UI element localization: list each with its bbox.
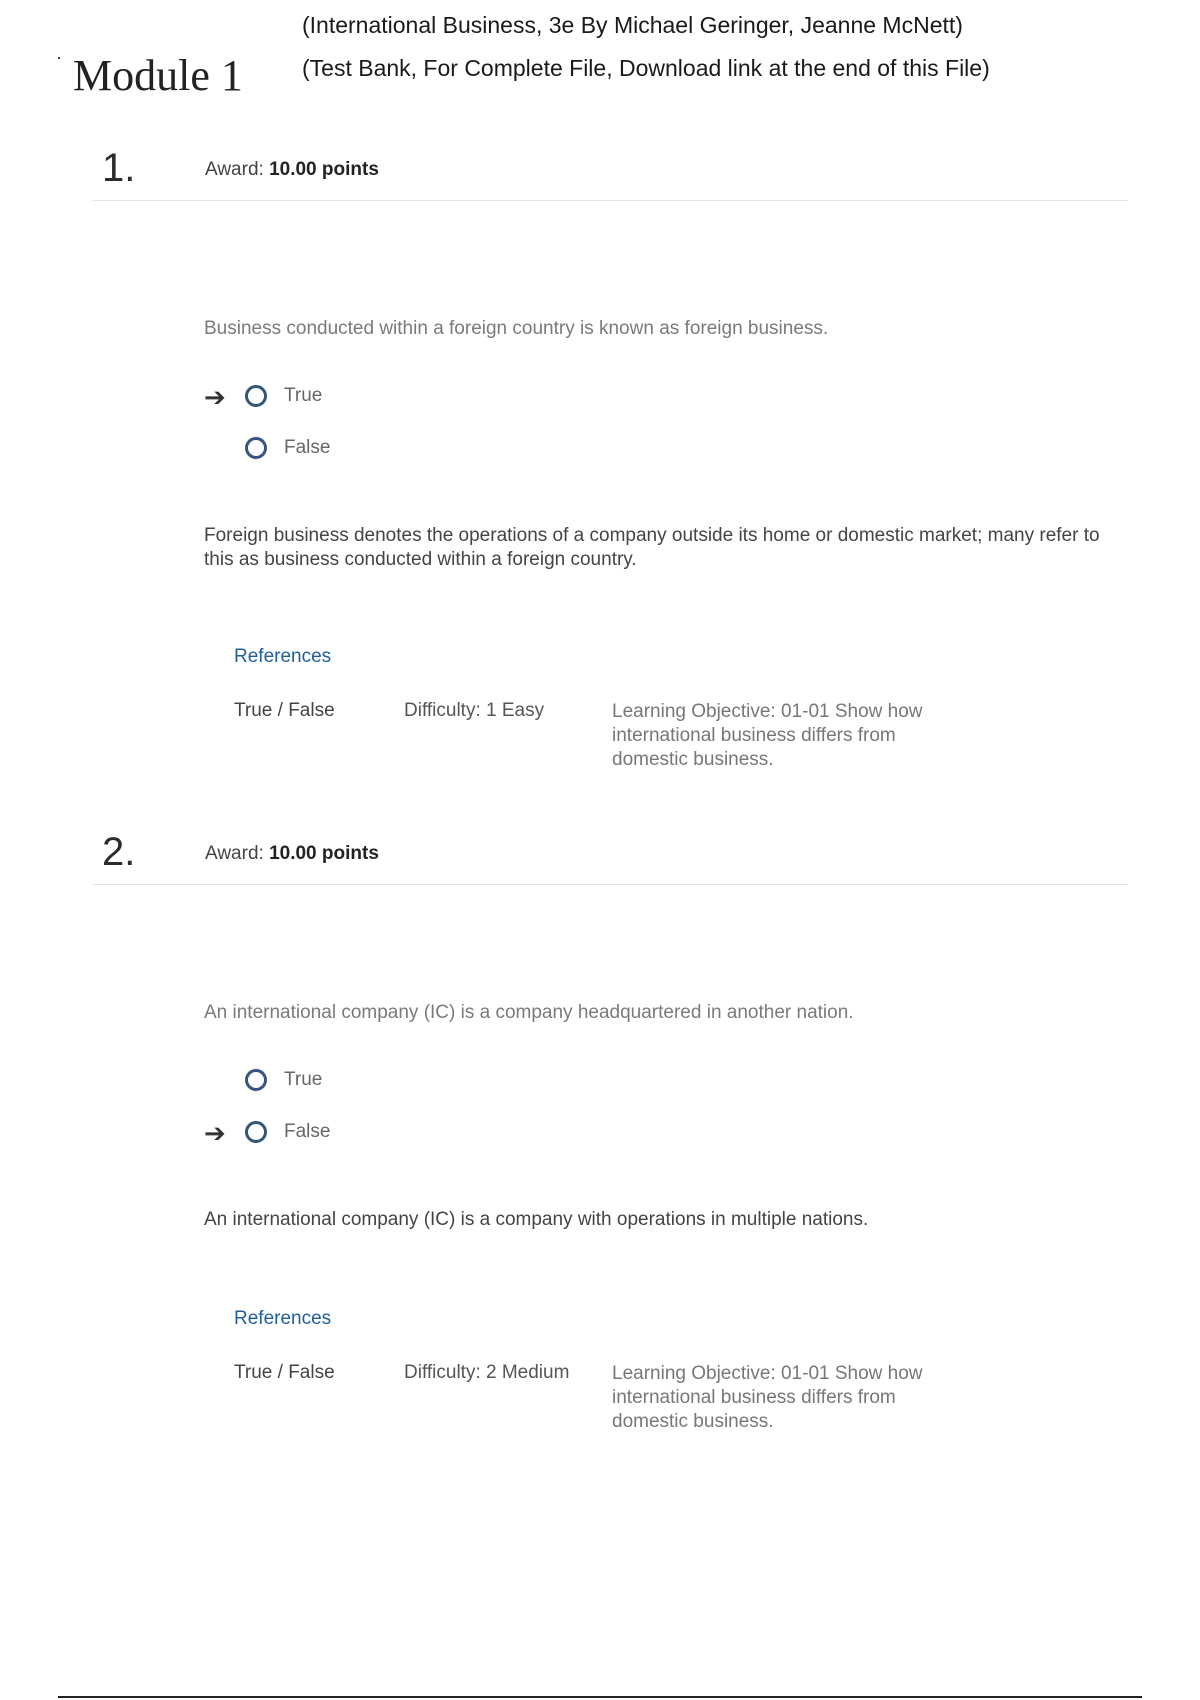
award-label: Award: (205, 159, 264, 180)
option-false[interactable] (204, 434, 404, 466)
option-label: False (284, 1121, 331, 1142)
references-heading[interactable]: References (234, 646, 332, 667)
book-title-line: (International Business, 3e By Michael Geringer, Jeanne McNett) (302, 12, 963, 38)
award-value: 10.00 points (269, 159, 379, 180)
radio-circle-icon[interactable] (245, 1069, 267, 1091)
question-number: 1. (102, 146, 136, 190)
question-number: 2. (102, 830, 136, 874)
question-divider (92, 200, 1128, 201)
answer-explanation: Foreign business denotes the operations of a company outside its home or domestic market; many refer to this as business conducted within a foreign country. (204, 525, 1100, 570)
reference-learning-objective: Learning Objective: 01-01 Show how international business differs from domestic business. (612, 701, 923, 770)
references-heading[interactable]: References (234, 1308, 332, 1329)
module-title: Module 1 (73, 51, 243, 100)
radio-circle-icon[interactable] (245, 1121, 267, 1143)
option-true[interactable] (204, 382, 404, 414)
award-text (205, 843, 379, 865)
test-bank-note-line: (Test Bank, For Complete File, Download link at the end of this File) (302, 55, 990, 81)
reference-difficulty: Difficulty: 2 Medium (404, 1362, 570, 1383)
stray-dot (58, 57, 60, 59)
reference-learning-objective: Learning Objective: 01-01 Show how international business differs from domestic business. (612, 1363, 923, 1432)
reference-difficulty: Difficulty: 1 Easy (404, 700, 545, 721)
radio-circle-icon[interactable] (245, 437, 267, 459)
option-label: True (284, 1069, 323, 1090)
option-label: False (284, 437, 331, 458)
award-value: 10.00 points (269, 843, 379, 864)
award-text (205, 159, 379, 181)
option-label: True (284, 385, 323, 406)
option-true[interactable] (204, 1066, 404, 1098)
question-divider (92, 884, 1128, 885)
answer-explanation: An international company (IC) is a company with operations in multiple nations. (204, 1209, 869, 1230)
radio-circle-icon[interactable] (245, 385, 267, 407)
award-label: Award: (205, 843, 264, 864)
reference-question-type: True / False (234, 700, 335, 721)
right-arrow-icon: ➔ (204, 382, 226, 412)
right-arrow-icon: ➔ (204, 1118, 226, 1148)
option-false[interactable] (204, 1118, 404, 1150)
reference-question-type: True / False (234, 1362, 335, 1383)
question-prompt: An international company (IC) is a company headquartered in another nation. (204, 1002, 854, 1023)
page-bottom-rule (58, 1696, 1142, 1698)
question-prompt: Business conducted within a foreign country is known as foreign business. (204, 318, 829, 339)
